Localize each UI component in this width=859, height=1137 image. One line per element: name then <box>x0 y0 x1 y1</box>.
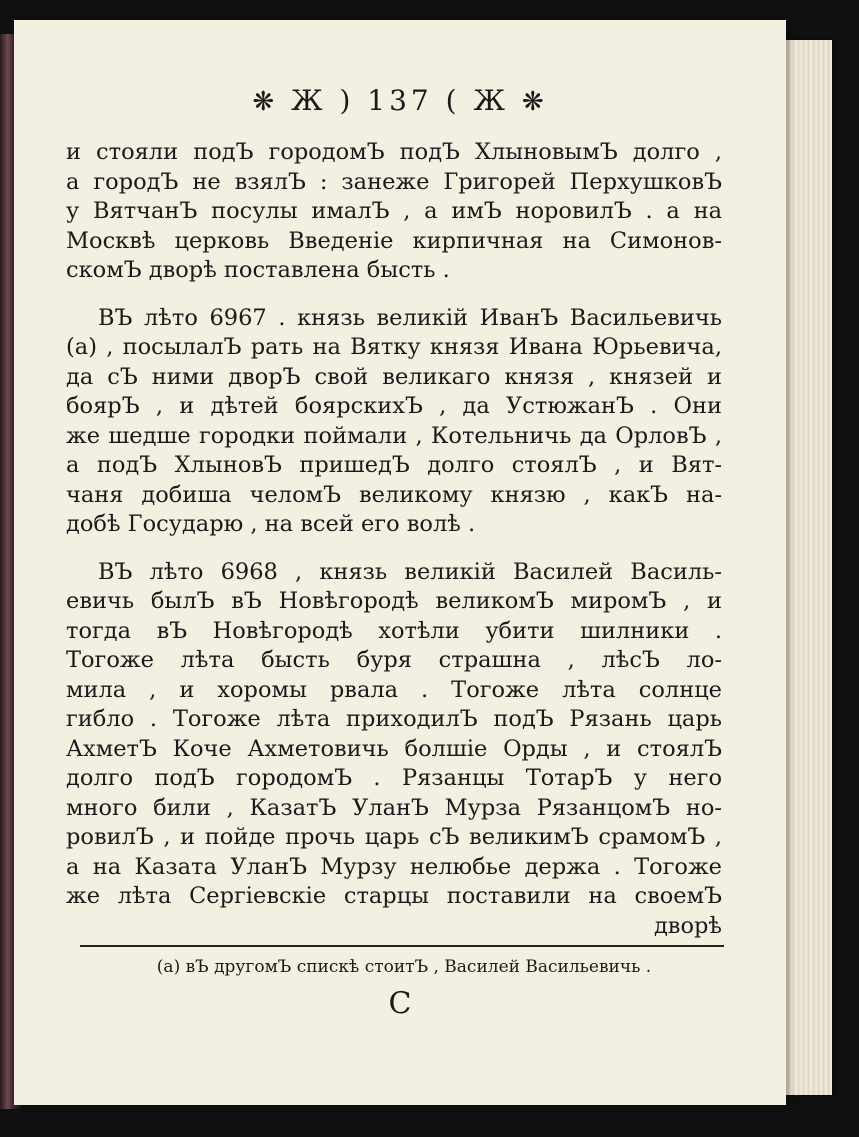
text-line: евичь былЪ вЪ Новѣгородѣ великомЪ миромЪ , и <box>66 588 722 614</box>
book-page <box>14 20 786 1105</box>
ornament-right-icon: ❋ <box>521 87 548 117</box>
text-line: гибло . Тогоже лѣта приходилЪ подЪ Рязань царь <box>66 706 722 732</box>
text-line: Тогоже лѣта бысть буря страшна , лѣсЪ ло- <box>66 647 722 673</box>
text-line: Москвѣ церковь Введенiе кирпичная на Симонов- <box>66 227 722 254</box>
ornament-left-icon: ❋ <box>252 87 279 117</box>
text-line: долго подЪ городомЪ . Рязанцы ТотарЪ у него <box>66 765 722 791</box>
text-line: же лѣта Сергiевскiе старцы поставили на своемЪ <box>66 883 722 909</box>
text-line: чаня добиша челомЪ великому князю , какЪ на- <box>66 481 722 508</box>
text-line: ВЪ лѣто 6967 . князь великiй ИванЪ Васильевичь <box>98 304 722 331</box>
page-number: Ж ) 137 ( Ж <box>291 84 509 117</box>
text-line: скомЪ дворѣ поставлена бысть . <box>66 257 450 283</box>
text-line: у ВятчанЪ посулы ималЪ , а имЪ норовилЪ . а на <box>66 198 722 224</box>
catchword: дворѣ <box>653 912 722 939</box>
text-line: добѣ Государю , на всей его волѣ . <box>66 511 476 537</box>
text-line: да сЪ ними дворЪ свой великаго князя , князей и <box>66 363 722 390</box>
text-line: а подЪ ХлыновЪ пришедЪ долго стоялЪ , и Вят- <box>66 452 722 478</box>
footnote: (а) вЪ другомЪ спискѣ стоитЪ , Василей Васильевичь . <box>156 957 652 977</box>
footnote-rule <box>80 945 724 947</box>
text-line: мила , и хоромы рвала . Тогоже лѣта солнце <box>66 676 722 703</box>
text-line: а городЪ не взялЪ : занеже Григорей ПерхушковЪ <box>66 168 722 195</box>
text-line: же шедше городки поймали , Котельничь да ОрловЪ , <box>66 422 722 449</box>
page-header <box>14 84 786 117</box>
text-line: АхметЪ Коче Ахметовичь болшiе Орды , и стоялЪ <box>66 735 722 762</box>
text-line: ВЪ лѣто 6968 , князь великiй Василей Василь- <box>98 558 722 585</box>
page-text <box>66 138 722 941</box>
text-line: тогда вЪ Новѣгородѣ хотѣли убити шилники . <box>66 617 722 644</box>
text-line: много били , КазатЪ УланЪ Мурза РязанцомЪ но- <box>66 794 722 821</box>
signature-mark: С <box>388 986 412 1021</box>
text-line: а на Казата УланЪ Мурзу нелюбье держа . Тогоже <box>66 853 722 880</box>
text-line: ровилЪ , и пойде прочь царь сЪ великимЪ срамомЪ , <box>66 824 722 850</box>
text-line: боярЪ , и дѣтей боярскихЪ , да УстюжанЪ . Они <box>66 393 722 419</box>
text-line: и стояли подЪ городомЪ подЪ ХлыновымЪ долго , <box>66 139 722 165</box>
text-line: (а) , посылалЪ рать на Вятку князя Ивана Юрьевича, <box>66 334 722 360</box>
